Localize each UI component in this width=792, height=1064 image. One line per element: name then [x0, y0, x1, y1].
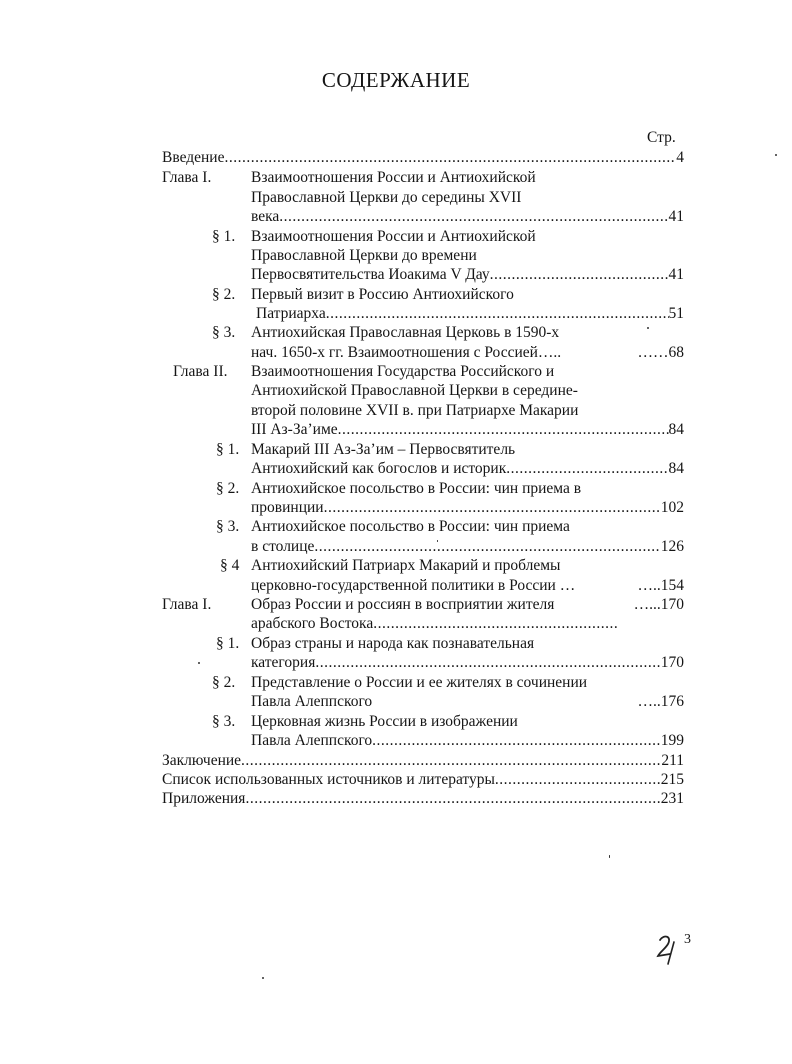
toc-entry-ch3[interactable]: арабского Востока ..... — [251, 614, 617, 633]
leader-dots — [315, 653, 660, 672]
leader-dots — [245, 789, 660, 808]
toc-entry-conclusion[interactable]: Заключение ..... 211 — [162, 751, 684, 770]
toc-line: Образ России и россиян в восприятии жителя — [251, 596, 555, 613]
toc-label-ch3s1: § 1. — [216, 635, 240, 652]
leader-dots — [495, 770, 661, 789]
leader-dots — [279, 207, 668, 226]
toc-line: Церковная жизнь России в изображении — [251, 713, 518, 730]
toc-line: Взаимоотношения России и Антиохийской — [251, 169, 536, 186]
toc-line: Взаимоотношения России и Антиохийской — [251, 228, 536, 245]
leader-dots — [314, 537, 660, 556]
toc-label-ch2s1: § 1. — [216, 441, 240, 458]
toc-label-ch3s2: § 2. — [212, 674, 236, 691]
toc-entry-ch1s3-page[interactable]: ……68 — [637, 344, 684, 361]
scan-speck — [198, 662, 200, 664]
toc-line: церковно-государственной политики в России … — [251, 577, 576, 594]
toc-line: Православной Церкви до середины XVII — [251, 189, 522, 206]
handwritten-page-mark — [652, 930, 700, 970]
sheet-number: 3 — [684, 932, 691, 947]
scan-speck — [775, 154, 777, 156]
toc-line: Образ страны и народа как познавательная — [251, 635, 535, 652]
toc-line: Антиохийский Патриарх Макарий и проблемы — [251, 557, 561, 574]
toc-label-ch3s3: § 3. — [212, 713, 236, 730]
leader-dots — [490, 265, 669, 284]
toc-entry-appendix[interactable]: Приложения ..... 231 — [162, 789, 684, 808]
leader-dots — [224, 148, 676, 167]
leader-dots — [324, 498, 661, 517]
toc-line: Павла Алеппского — [251, 693, 373, 710]
toc-line: Антиохийское посольство в России: чин приема — [251, 518, 570, 535]
scan-speck — [647, 327, 649, 329]
leader-dots — [506, 459, 668, 478]
toc-entry-ch1s1[interactable]: Первосвятительства Иоакима V Дау ..... 41 — [251, 265, 684, 284]
toc-entry-ch2s1[interactable]: Антиохийский как богослов и историк ..... 84 — [251, 459, 684, 478]
toc-entry-sources[interactable]: Список использованных источников и литературы ..... 215 — [162, 770, 684, 789]
handwritten-mark-icon — [652, 930, 700, 970]
toc-line: Антиохийской Православной Церкви в середине- — [251, 382, 578, 399]
leader-dots — [372, 731, 661, 750]
toc-label-ch1s2: § 2. — [212, 286, 236, 303]
toc-label-ch3: Глава I. — [162, 596, 212, 613]
leader-dots — [241, 751, 661, 770]
toc-label-ch2s3: § 3. — [216, 518, 240, 535]
scan-speck — [262, 977, 264, 979]
page-column-header: Стр. — [647, 129, 676, 146]
toc-entry-ch2s2[interactable]: провинции ..... 102 — [251, 498, 684, 517]
page-title: СОДЕРЖАНИЕ — [321, 68, 471, 92]
toc-label-ch2s2: § 2. — [216, 480, 240, 497]
toc-entry-ch3-page[interactable]: …...170 — [633, 596, 684, 613]
toc-label-ch1: Глава I. — [162, 169, 212, 186]
scan-speck — [609, 855, 610, 858]
toc-entry-ch3s1[interactable]: категория ..... 170 — [251, 653, 684, 672]
toc-entry-ch1s2[interactable]: Патриарха ..... 51 — [256, 304, 684, 323]
toc-entry-ch2s3[interactable]: в столице ..... 126 — [251, 537, 684, 556]
leader-dots — [373, 614, 617, 633]
toc-entry-ch3s3[interactable]: Павла Алеппского ..... 199 — [251, 731, 684, 750]
toc-line: Антиохийское посольство в России: чин приема в — [251, 480, 582, 497]
toc-line: Макарий III Аз-За’им – Первосвятитель — [251, 441, 516, 458]
toc-line: нач. 1650-х гг. Взаимоотношения с Россией….. — [251, 344, 562, 361]
toc-line: второй половине XVII в. при Патриархе Макарии — [251, 402, 579, 419]
toc-label-ch1s1: § 1. — [212, 228, 236, 245]
toc-line: Представление о России и ее жителях в сочинении — [251, 674, 588, 691]
toc-entry-ch1[interactable]: века ..... 41 — [251, 207, 684, 226]
toc-entry-ch3s2-page[interactable]: …..176 — [637, 693, 684, 710]
scan-speck — [437, 540, 438, 542]
toc-entry-intro[interactable]: Введение ..... 4 — [162, 148, 684, 167]
leader-dots — [338, 420, 669, 439]
toc-line: Православной Церкви до времени — [251, 247, 477, 264]
toc-line: Антиохийская Православная Церковь в 1590-х — [251, 324, 560, 341]
toc-line: Первый визит в Россию Антиохийского — [251, 286, 514, 303]
toc-label-ch2: Глава II. — [173, 363, 228, 380]
toc-entry-ch2s4-page[interactable]: …..154 — [637, 577, 684, 594]
leader-dots — [326, 304, 669, 323]
toc-label-ch1s3: § 3. — [212, 324, 236, 341]
toc-entry-ch2[interactable]: III Аз-За’име ..... 84 — [251, 420, 684, 439]
toc-line: Взаимоотношения Государства Российского и — [251, 363, 555, 380]
toc-label-ch2s4: § 4 — [220, 557, 240, 574]
